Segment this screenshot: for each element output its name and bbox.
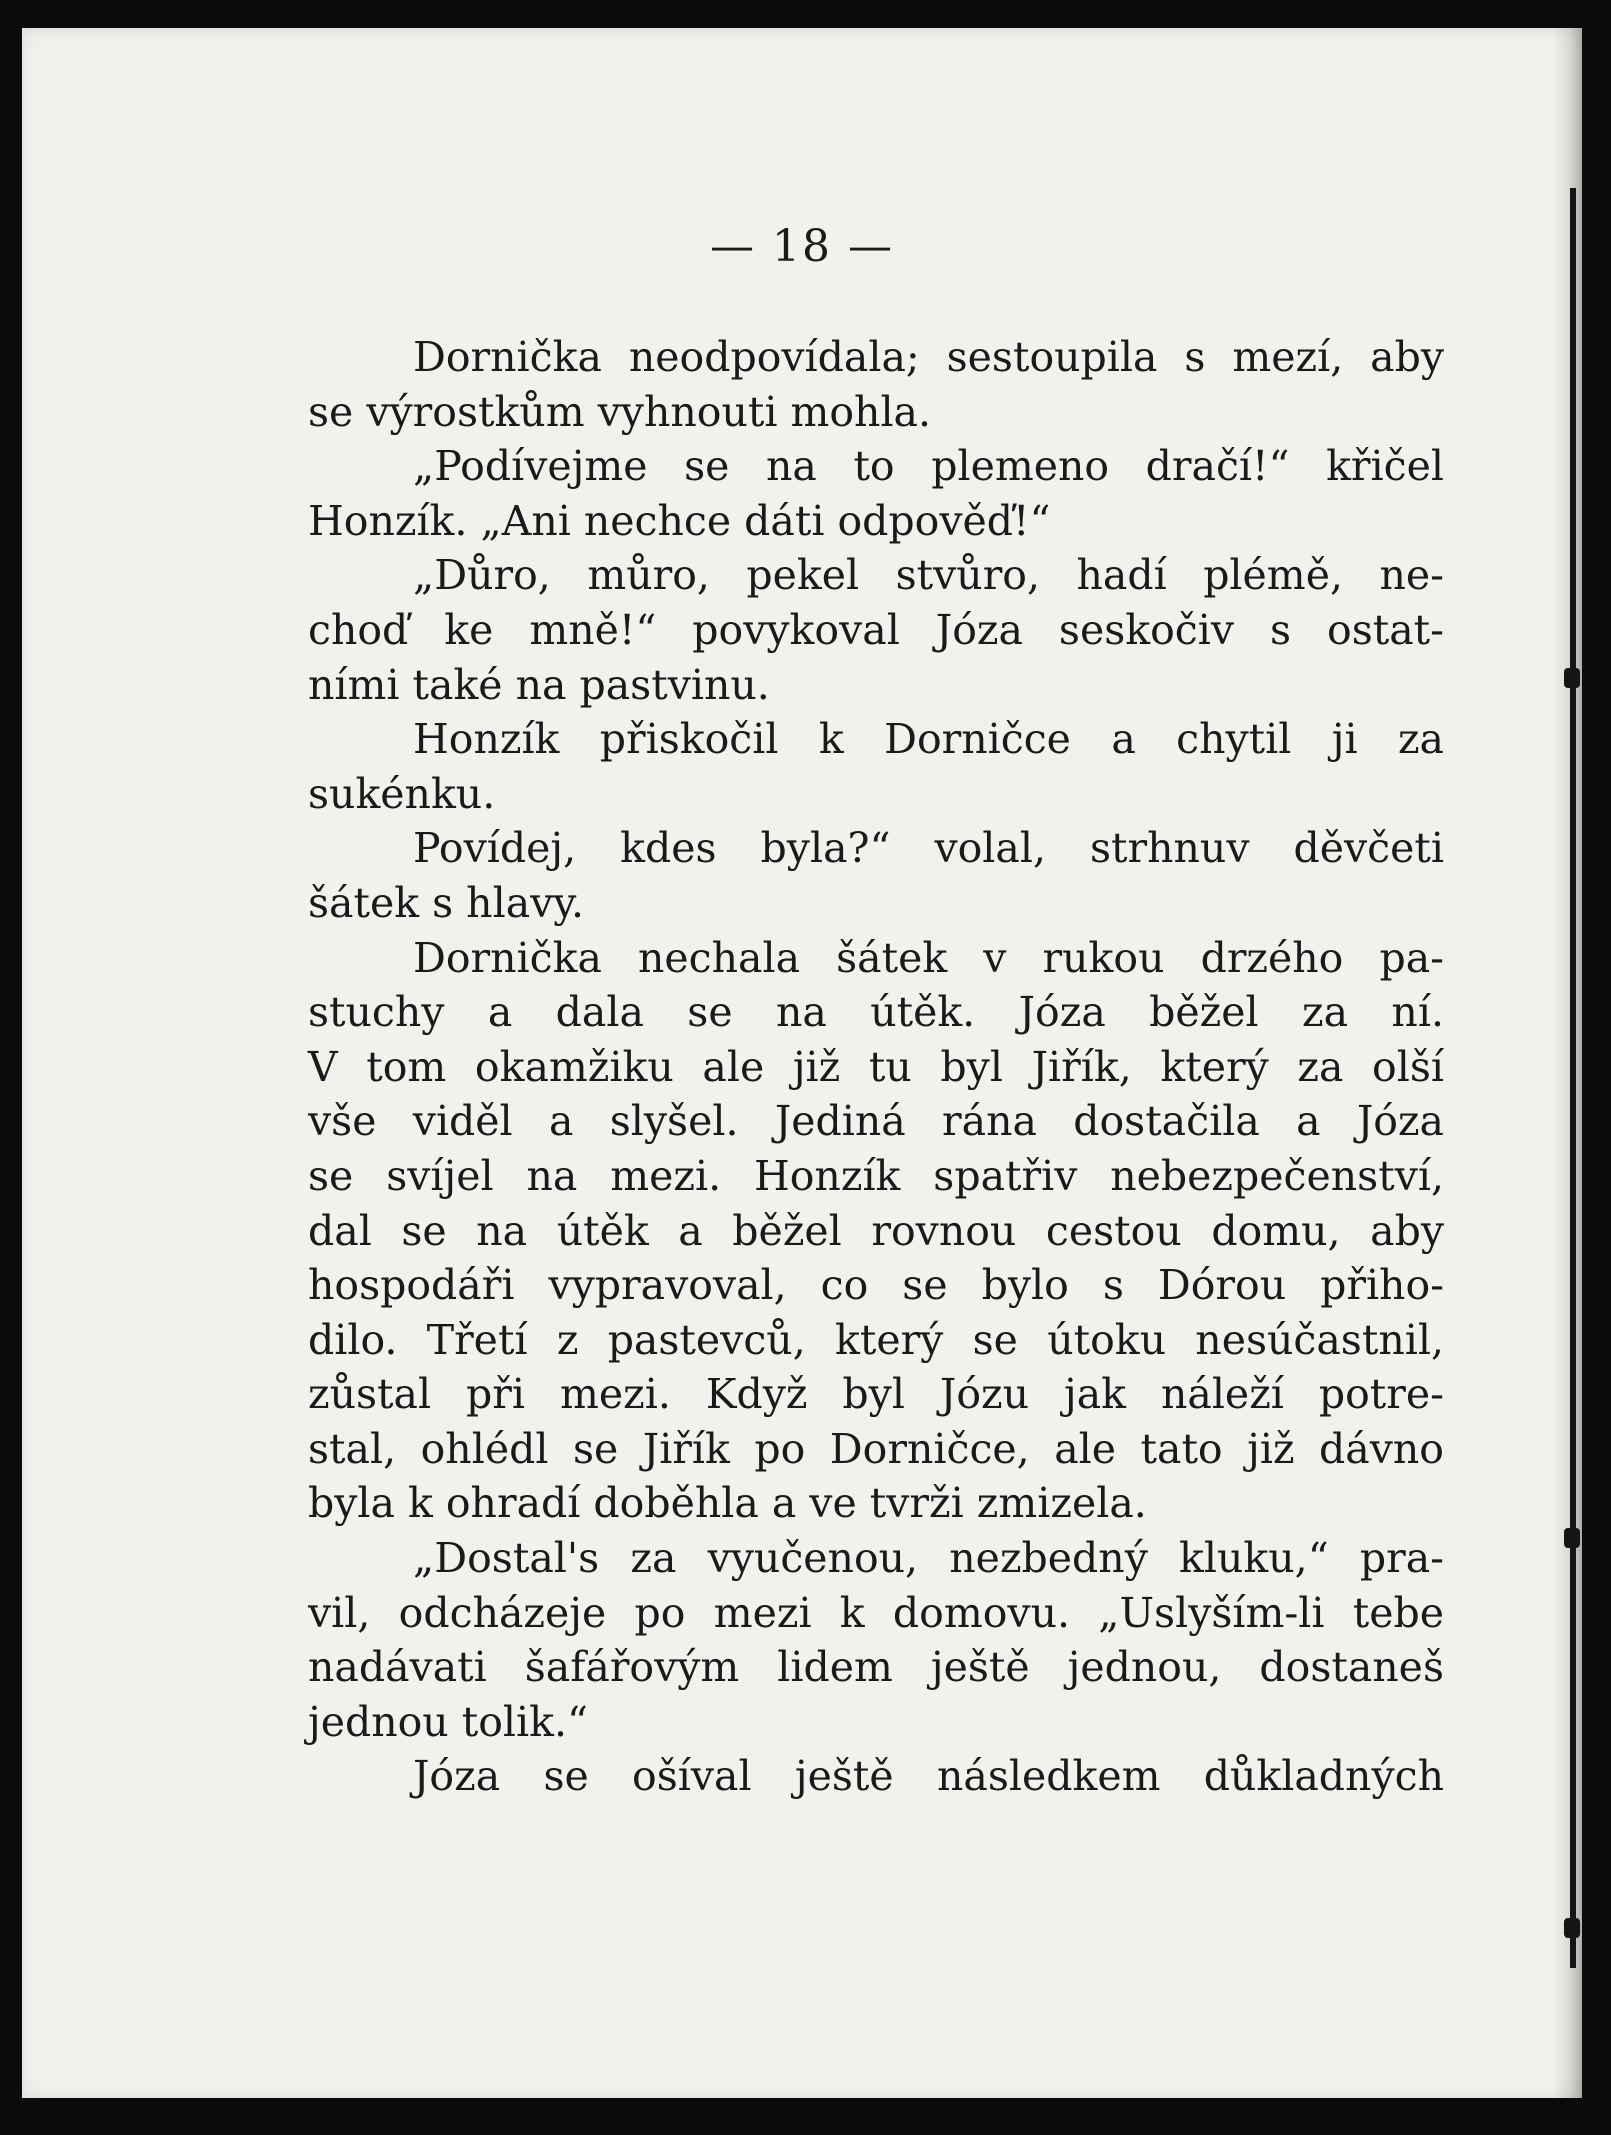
binding-notch: [1564, 1528, 1580, 1548]
text-line: Povídej, kdes byla?“ volal, strhnuv děvčeti: [413, 824, 1444, 873]
text-line: vil, odcházeje po mezi k domovu. „Uslyším-li tebe: [308, 1588, 1444, 1637]
page-edge-shadow: [1552, 28, 1582, 2098]
text-line: jednou tolik.“: [308, 1697, 588, 1746]
binding-edge: [1570, 188, 1576, 1968]
text-line: V tom okamžiku ale již tu byl Jiřík, který za olší: [308, 1042, 1444, 1091]
binding-notch: [1564, 1918, 1580, 1938]
text-line: „Dostal's za vyučenou, nezbedný kluku,“ pra-: [413, 1534, 1444, 1583]
binding-notch: [1564, 668, 1580, 688]
text-line: zůstal při mezi. Když byl Józu jak náleží potre-: [308, 1370, 1444, 1419]
text-line: Honzík. „Ani nechce dáti odpověď!“: [308, 496, 1051, 545]
paper-sheet: [22, 28, 1582, 2098]
text-line: stuchy a dala se na útěk. Józa běžel za ní.: [308, 988, 1444, 1037]
text-line: ními také na pastvinu.: [308, 660, 770, 709]
text-line: se výrostkům vyhnouti mohla.: [308, 387, 932, 436]
text-line: Józa se ošíval ještě následkem důkladných: [413, 1752, 1444, 1801]
text-line: sukénku.: [308, 769, 496, 818]
text-line: dal se na útěk a běžel rovnou cestou domu, aby: [308, 1206, 1444, 1255]
text-line: choď ke mně!“ povykoval Józa seskočiv s ostat-: [308, 605, 1444, 654]
text-line: „Podívejme se na to plemeno dračí!“ křičel: [413, 442, 1444, 491]
text-line: vše viděl a slyšel. Jediná rána dostačila a Józa: [308, 1097, 1444, 1146]
text-line: Dornička nechala šátek v rukou drzého pa-: [413, 933, 1444, 982]
body-text: [308, 330, 1444, 1804]
text-line: nadávati šafářovým lidem ještě jednou, dostaneš: [308, 1643, 1444, 1692]
text-line: se svíjel na mezi. Honzík spatřiv nebezpečenství,: [308, 1151, 1444, 1200]
text-line: Honzík přiskočil k Dorničce a chytil ji za: [413, 715, 1444, 764]
text-line: stal, ohlédl se Jiřík po Dorničce, ale tato již dávno: [308, 1424, 1444, 1473]
text-line: byla k ohradí doběhla a ve tvrži zmizela.: [308, 1479, 1147, 1528]
text-line: šátek s hlavy.: [308, 878, 585, 927]
text-line: Dornička neodpovídala; sestoupila s mezí, aby: [413, 333, 1444, 381]
text-line: dilo. Třetí z pastevců, který se útoku nesúčastnil,: [308, 1315, 1444, 1364]
text-line: hospodáři vypravoval, co se bylo s Dórou přiho-: [308, 1261, 1444, 1310]
page-number: — 18 —: [710, 221, 894, 272]
text-line: „Důro, můro, pekel stvůro, hadí plémě, ne-: [413, 551, 1444, 600]
